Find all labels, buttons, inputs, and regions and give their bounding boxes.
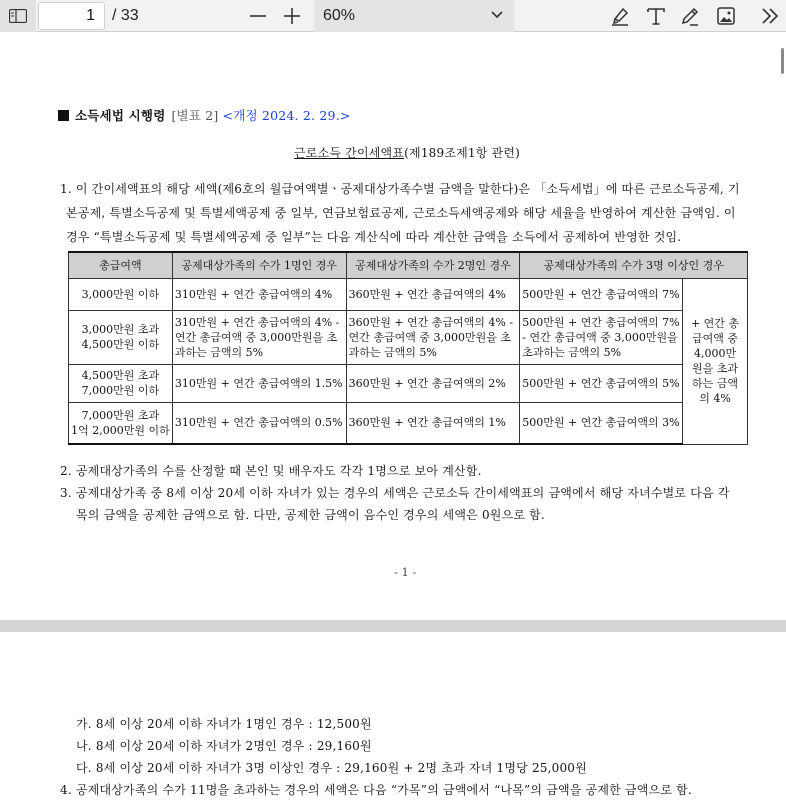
table-cell: 310만원 + 연간 총급여액의 4%: [172, 278, 346, 310]
paragraph-1-line-3: 경우 “특별소득공제 및 특별세액공제 중 일부”는 다음 계산식에 따라 계산한 금액을 소득에서 공제하여 반영한 것임.: [66, 230, 682, 244]
table-cell: 500만원 + 연간 총급여액의 3%: [520, 402, 683, 444]
table-row: [69, 402, 748, 444]
page-gap: [0, 620, 786, 632]
total-pages-label: / 33: [112, 7, 139, 24]
more-tools-button[interactable]: [756, 2, 784, 30]
table-header: 공제대상가족의 수가 1명인 경우: [172, 252, 346, 278]
plus-icon: [283, 7, 301, 25]
table-header: 공제대상가족의 수가 2명인 경우: [346, 252, 520, 278]
table-title-main: 근로소득 간이세액표: [294, 146, 405, 160]
table-cell: 4,500만원 초과 7,000만원 이하: [69, 364, 173, 402]
add-image-button[interactable]: [712, 2, 740, 30]
table-cell: 360만원 + 연간 총급여액의 4%: [346, 278, 520, 310]
square-bullet-icon: [58, 110, 69, 121]
zoom-select[interactable]: [314, 0, 514, 32]
chevron-down-icon: [490, 7, 504, 21]
pdf-page-1: [0, 32, 786, 620]
table-cell: 310만원 + 연간 총급여액의 0.5%: [172, 402, 346, 444]
table-cell: 3,000만원 이하: [69, 278, 173, 310]
table-title: [294, 144, 520, 161]
text-icon: [645, 5, 667, 27]
table-cell: 500만원 + 연간 총급여액의 7%: [520, 278, 683, 310]
chevron-double-right-icon: [760, 6, 780, 26]
page2-item-ga: 가. 8세 이상 20세 이하 자녀가 1명인 경우 : 12,500원: [76, 717, 372, 731]
table-cell: 360만원 + 연간 총급여액의 2%: [346, 364, 520, 402]
paragraph-1-line-2: 본공제, 특별소득공제 및 특별세액공제 중 일부, 연금보험료공제, 근로소득세액공제와 해당 세율을 반영하여 계산한 금액임. 이: [66, 206, 736, 220]
zoom-out-button[interactable]: [244, 2, 272, 30]
table-merged-note: + 연간 총급여액 중 4,000만원을 초과하는 금액의 4%: [683, 278, 748, 444]
scrollbar-thumb[interactable]: [781, 48, 784, 74]
draw-button[interactable]: [676, 2, 704, 30]
zoom-in-button[interactable]: [278, 2, 306, 30]
paragraph-2: 2. 공제대상가족의 수를 산정할 때 본인 및 배우자도 각각 1명으로 보아 계산함.: [60, 464, 482, 478]
law-title: [58, 106, 351, 124]
pdf-toolbar: [0, 0, 786, 32]
page2-item-na: 나. 8세 이상 20세 이하 자녀가 2명인 경우 : 29,160원: [76, 739, 372, 753]
table-cell: 360만원 + 연간 총급여액의 1%: [346, 402, 520, 444]
table-header: 총급여액: [69, 252, 173, 278]
table-cell: 310만원 + 연간 총급여액의 4% - 연간 총급여액 중 3,000만원을 초과하는 금액의 5%: [172, 310, 346, 364]
table-row: [69, 364, 748, 402]
sidebar-toggle-icon: [9, 9, 27, 23]
table-cell: 360만원 + 연간 총급여액의 4% - 연간 총급여액 중 3,000만원을 초과하는 금액의 5%: [346, 310, 520, 364]
law-name: 소득세법 시행령: [75, 108, 166, 123]
appendix-label: [별표 2]: [171, 108, 219, 123]
table-title-ref: (제189조제1항 관련): [404, 146, 521, 160]
draw-icon: [679, 5, 701, 27]
table-row: [69, 278, 748, 310]
paragraph-3-line-2: 목의 금액을 공제한 금액으로 함. 다만, 공제한 금액이 음수인 경우의 세액은 0원으로 함.: [76, 508, 545, 522]
image-icon: [715, 5, 737, 27]
table-header: 공제대상가족의 수가 3명 이상인 경우: [520, 252, 748, 278]
paragraph-1-line-1: 1. 이 간이세액표의 해당 세액(제6호의 월급여액별ㆍ공제대상가족수별 금액을 말한다)은 「소득세법」에 따른 근로소득공제, 기: [60, 182, 740, 196]
paragraph-3-line-1: 3. 공제대상가족 중 8세 이상 20세 이하 자녀가 있는 경우의 세액은 근로소득 간이세액표의 금액에서 해당 자녀수별로 다음 각: [60, 486, 730, 500]
pdf-page-2: [0, 632, 786, 800]
highlight-button[interactable]: [606, 2, 634, 30]
table-cell: 3,000만원 초과 4,500만원 이하: [69, 310, 173, 364]
table-cell: 500만원 + 연간 총급여액의 7% - 연간 총급여액 중 3,000만원을 초과하는 금액의 5%: [520, 310, 683, 364]
table-cell: 310만원 + 연간 총급여액의 1.5%: [172, 364, 346, 402]
table-cell: 500만원 + 연간 총급여액의 5%: [520, 364, 683, 402]
page2-paragraph-4: 4. 공제대상가족의 수가 11명을 초과하는 경우의 세액은 다음 “가목”의 금액에서 “나목”의 금액을 공제한 금액으로 함.: [60, 783, 692, 797]
page2-item-da: 다. 8세 이상 20세 이하 자녀가 3명 이상인 경우 : 29,160원 + 2명 초과 자녀 1명당 25,000원: [76, 761, 587, 775]
amendment-link[interactable]: <개정 2024. 2. 29.>: [222, 108, 351, 123]
deduction-table: [68, 251, 748, 445]
table-cell: 7,000만원 초과 1억 2,000만원 이하: [69, 402, 173, 444]
zoom-value: 60%: [323, 7, 356, 24]
page-number-input[interactable]: 1: [38, 2, 105, 30]
table-row: [69, 310, 748, 364]
minus-icon: [249, 7, 267, 25]
page-number: - 1 -: [394, 566, 417, 579]
add-text-button[interactable]: [642, 2, 670, 30]
sidebar-toggle-button[interactable]: [0, 0, 36, 32]
highlight-icon: [609, 5, 631, 27]
